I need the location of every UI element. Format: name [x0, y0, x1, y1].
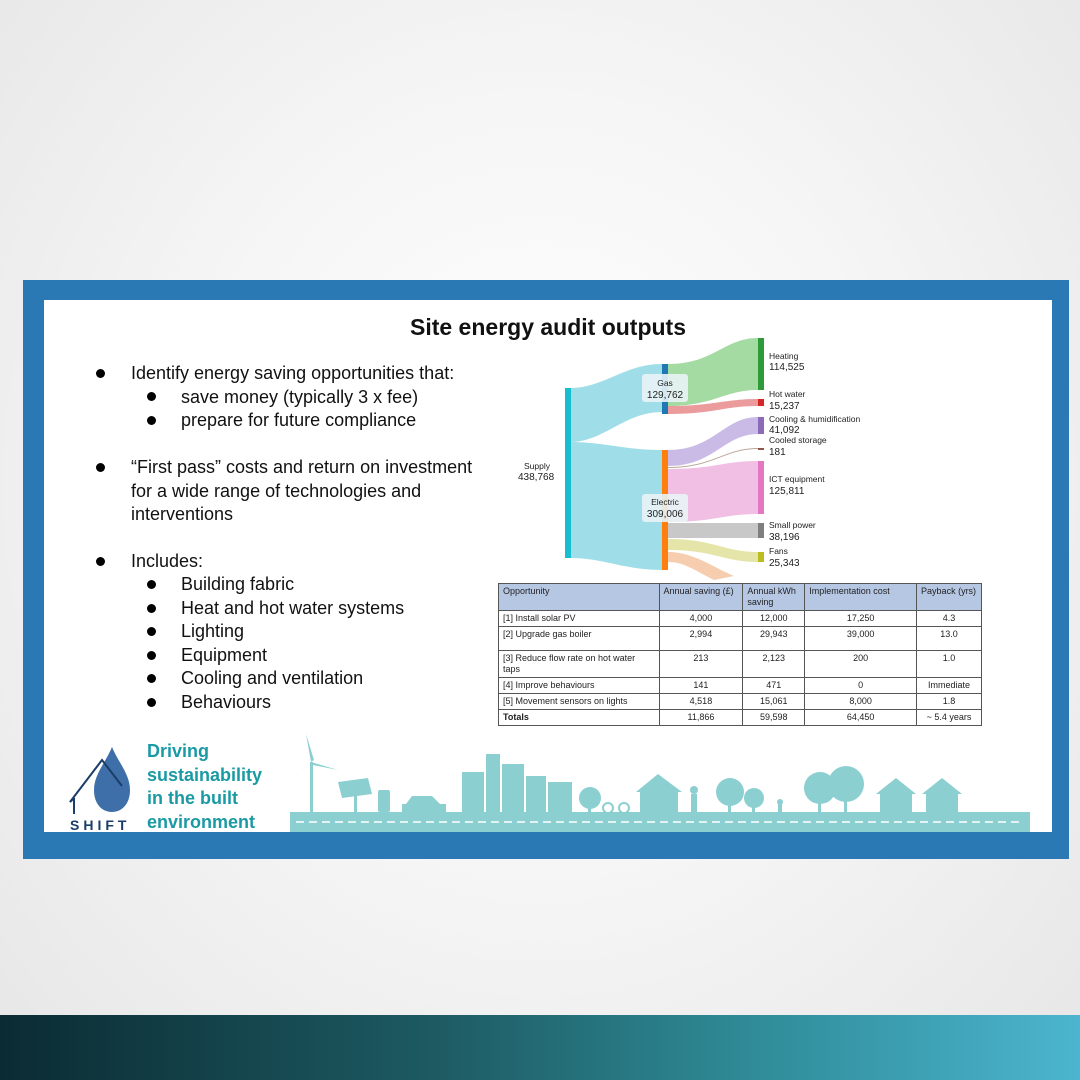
bullet-dot	[147, 674, 156, 683]
supply-value: 438,768	[518, 472, 555, 483]
table-cell: 12,000	[743, 611, 805, 627]
node-cooled-storage	[758, 448, 764, 450]
table-cell: 11,866	[659, 710, 743, 726]
car-icon	[402, 796, 446, 812]
building-icon	[462, 772, 484, 812]
hot-water-label: Hot water	[769, 389, 806, 399]
node-supply	[565, 388, 571, 558]
brand-tagline	[147, 740, 287, 832]
table-cell: 4,000	[659, 611, 743, 627]
gas-label: Gas	[657, 378, 673, 388]
hot-water-value: 15,237	[769, 401, 800, 412]
table-header: Opportunity	[499, 584, 660, 611]
includes-item: Lighting	[181, 621, 245, 641]
ict-value: 125,811	[769, 486, 805, 497]
bullet-dot	[147, 698, 156, 707]
table-cell: Immediate	[917, 678, 982, 694]
table-cell: 4.3	[917, 611, 982, 627]
table-cell: ~ 5.4 years	[917, 710, 982, 726]
small-power-label: Small power	[769, 520, 816, 530]
tagline-line: in the built	[147, 788, 238, 808]
bullet-1-sub-2: prepare for future compliance	[181, 410, 417, 430]
tagline-line: Driving	[147, 741, 210, 761]
table-cell: 59,598	[743, 710, 805, 726]
table-header: Payback (yrs)	[917, 584, 982, 611]
heating-value: 114,525	[769, 362, 805, 373]
cooled-storage-label: Cooled storage	[769, 435, 827, 445]
people-icon	[690, 786, 698, 794]
bullet-2-line-1: “First pass” costs and return on investment	[131, 457, 473, 477]
table-cell: [5] Movement sensors on lights	[499, 694, 660, 710]
node-cooling	[758, 417, 764, 434]
wind-turbine-icon	[310, 762, 313, 812]
supply-label: Supply	[524, 461, 550, 471]
turbine-blades-icon	[292, 734, 338, 780]
house-icon	[636, 774, 682, 812]
table-cell: 64,450	[805, 710, 917, 726]
table-header-row	[499, 584, 982, 611]
node-fans	[758, 552, 764, 562]
bullet-2-line-3: interventions	[131, 504, 234, 524]
table-cell: 39,000	[805, 627, 917, 651]
slide-title: Site energy audit outputs	[409, 314, 687, 340]
table-cell: [1] Install solar PV	[499, 611, 660, 627]
bullet-dot	[147, 416, 156, 425]
ict-label: ICT equipment	[769, 474, 825, 484]
logo-wordmark: SHIFT	[70, 817, 131, 832]
electric-label: Electric	[651, 497, 679, 507]
tagline-line: environment	[147, 811, 256, 832]
table-cell: 200	[805, 651, 917, 678]
bullet-dot	[147, 651, 156, 660]
table-cell: 17,250	[805, 611, 917, 627]
flow-electric-small-power	[668, 523, 758, 538]
tagline-line: sustainability	[147, 764, 263, 785]
table-row	[499, 694, 982, 710]
bicycle-icon	[603, 803, 613, 813]
node-ict	[758, 461, 764, 514]
opportunity-table	[498, 583, 982, 726]
table-cell: 15,061	[743, 694, 805, 710]
node-hot-water	[758, 399, 764, 406]
flow-electric-cooling	[668, 417, 758, 466]
table-cell: 2,994	[659, 627, 743, 651]
cooling-label: Cooling & humidification	[769, 414, 861, 424]
fans-label: Fans	[769, 546, 788, 556]
includes-item: Behaviours	[181, 692, 272, 712]
fans-value: 25,343	[769, 558, 800, 569]
table-row	[499, 611, 982, 627]
table-cell: [3] Reduce flow rate on hot water taps	[499, 651, 660, 678]
bullet-dot	[147, 604, 156, 613]
table-header: Annual saving (£)	[659, 584, 743, 611]
energy-sankey-diagram	[514, 330, 934, 580]
table-cell: 0	[805, 678, 917, 694]
bullet-dot	[147, 580, 156, 589]
heating-label: Heating	[769, 351, 799, 361]
cooling-value: 41,092	[769, 425, 800, 436]
house-icon	[922, 778, 962, 812]
table-row	[499, 627, 982, 651]
table-cell: Totals	[499, 710, 660, 726]
table-cell: 1.0	[917, 651, 982, 678]
table-cell: 13.0	[917, 627, 982, 651]
bullet-3: Includes:	[131, 551, 204, 571]
includes-item: Equipment	[181, 645, 268, 665]
bullet-1: Identify energy saving opportunities that:	[131, 363, 455, 383]
gas-value: 129,762	[646, 390, 684, 401]
table-cell: 1.8	[917, 694, 982, 710]
table-cell: 2,123	[743, 651, 805, 678]
table-row	[499, 651, 982, 678]
table-totals-row	[499, 710, 982, 726]
slide	[44, 300, 1052, 832]
table-cell: 141	[659, 678, 743, 694]
node-heating	[758, 338, 764, 390]
includes-item: Cooling and ventilation	[181, 668, 364, 688]
house-icon	[876, 778, 916, 812]
table-cell: 4,518	[659, 694, 743, 710]
table-cell: 213	[659, 651, 743, 678]
includes-item: Heat and hot water systems	[181, 598, 405, 618]
bottom-gradient-band	[0, 1015, 1080, 1080]
bullet-2-line-2: for a wide range of technologies and	[131, 481, 422, 501]
table-cell: [2] Upgrade gas boiler	[499, 627, 660, 651]
bullet-dot	[147, 392, 156, 401]
table-row	[499, 678, 982, 694]
node-small-power	[758, 523, 764, 538]
bullet-dot	[147, 627, 156, 636]
small-power-value: 38,196	[769, 532, 800, 543]
cooled-storage-value: 181	[769, 447, 786, 458]
bullet-dot	[96, 557, 105, 566]
bullet-dot	[96, 369, 105, 378]
table-cell: [4] Improve behaviours	[499, 678, 660, 694]
table-header: Annual kWh saving	[743, 584, 805, 611]
table-cell: 8,000	[805, 694, 917, 710]
ev-charger-icon	[378, 790, 390, 812]
table-cell: 29,943	[743, 627, 805, 651]
bullet-1-sub-1: save money (typically 3 x fee)	[181, 387, 419, 407]
electric-value: 309,006	[646, 509, 684, 520]
table-header: Implementation cost	[805, 584, 917, 611]
table-cell: 471	[743, 678, 805, 694]
bullet-dot	[96, 463, 105, 472]
includes-item: Building fabric	[181, 574, 295, 594]
sustainable-city-skyline	[290, 732, 1030, 832]
solar-panel-icon	[338, 778, 372, 798]
